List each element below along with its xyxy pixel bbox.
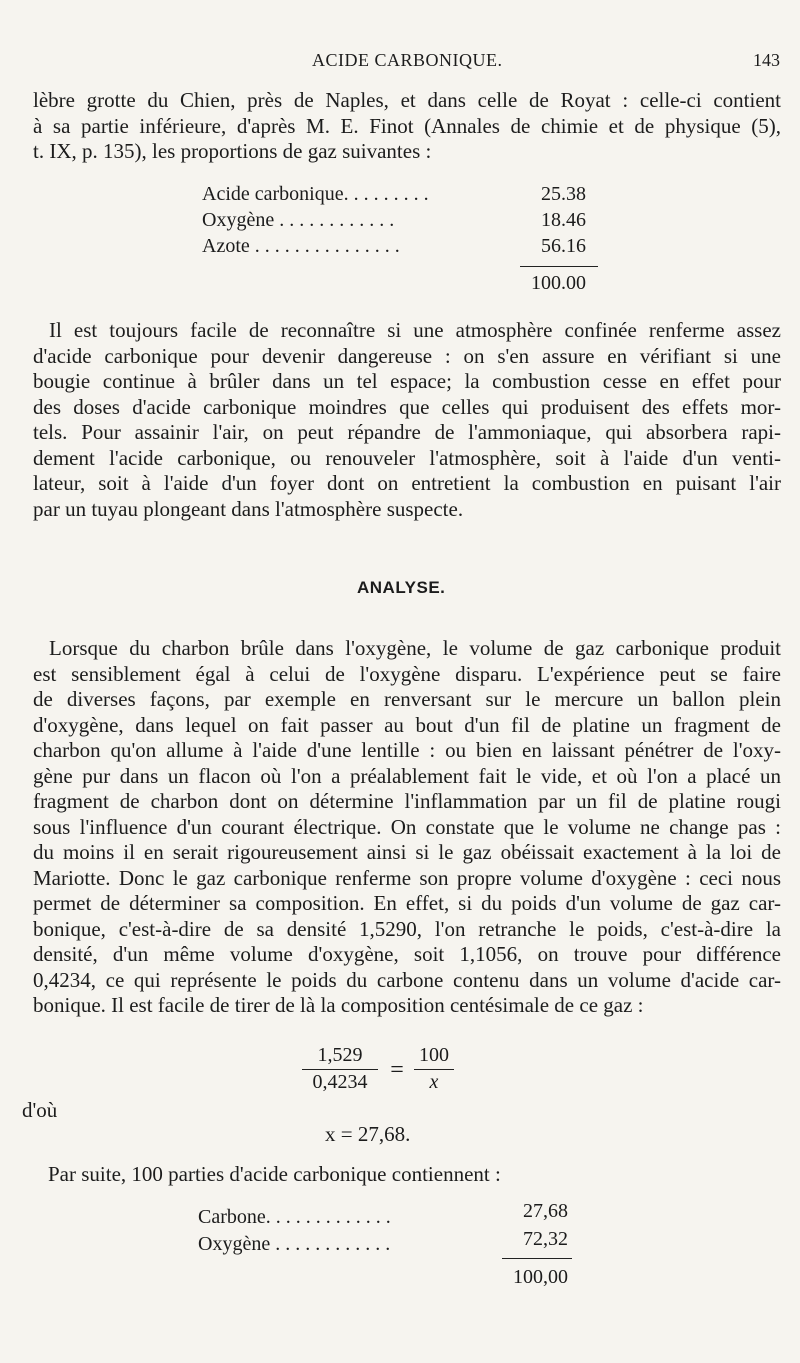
text-line: bonique. Il est facile de tirer de là la composition centésimale de ce gaz :: [33, 993, 644, 1017]
table-total: 100.00: [531, 272, 586, 294]
text-line: est sensiblement égal à celui de l'oxygène disparu. L'expérience peut se faire: [33, 661, 781, 686]
fraction-bar: [302, 1069, 378, 1070]
denominator-left: 0,4234: [312, 1071, 368, 1093]
sum-rule: [502, 1258, 572, 1259]
table-label: Acide carbonique. . . . . . . . .: [202, 183, 429, 205]
text-line: sous l'influence d'un courant électrique. On constate que le volume ne change pas :: [33, 814, 781, 839]
table-value: 25.38: [541, 183, 586, 205]
text-line: fragment de charbon dont on détermine l'inflammation par un fil de platine rougi: [33, 789, 781, 813]
dou-label: d'où: [22, 1098, 58, 1122]
text-line: Mariotte. Donc le gaz carbonique renferme son propre volume d'oxygène : ceci nous: [33, 865, 781, 890]
equals-sign: =: [390, 1057, 404, 1083]
text-line: 0,4234, ce qui représente le poids du carbone contenu dans un volume d'acide car-: [33, 967, 781, 992]
text-line: d'oxygène, dans lequel on fait passer au bout d'un fil de platine un fragment de: [33, 712, 781, 737]
table-total: 100,00: [513, 1266, 568, 1288]
table-label: Oxygène . . . . . . . . . . . .: [202, 209, 395, 231]
equation-result: x = 27,68.: [325, 1122, 411, 1146]
text-line: tels. Pour assainir l'air, on peut répandre de l'ammoniaque, qui absorbera rapi-: [33, 420, 781, 444]
text-line: t. IX, p. 135), les proportions de gaz suivantes :: [33, 139, 432, 163]
text-line: Lorsque du charbon brûle dans l'oxygène, le volume de gaz carbonique produit: [49, 636, 781, 660]
sum-rule: [520, 266, 598, 267]
text-line: densité, d'un même volume d'oxygène, soit 1,1056, on trouve pour différence: [33, 942, 781, 966]
page-number: 143: [753, 50, 780, 70]
section-heading: ANALYSE.: [357, 578, 446, 597]
text-line: Il est toujours facile de reconnaître si une atmosphère confinée renferme assez: [49, 318, 781, 342]
text-line: permet de déterminer sa composition. En effet, si du poids d'un volume de gaz car-: [33, 891, 781, 915]
text-line: d'acide carbonique pour devenir dangereuse : on s'en assure en vérifiant si une: [33, 343, 781, 368]
text-line: par un tuyau plongeant dans l'atmosphère suspecte.: [33, 496, 464, 521]
table-value: 18.46: [541, 209, 586, 231]
table-value: 56.16: [541, 235, 586, 257]
text-line: des doses d'acide carbonique moindres que celles qui produisent des effets mor-: [33, 394, 781, 419]
numerator-left: 1,529: [317, 1044, 363, 1066]
table-label: Oxygène . . . . . . . . . . . .: [198, 1233, 391, 1255]
fraction-bar: [414, 1069, 454, 1070]
text-line: lateur, soit à l'aide d'un foyer dont on entretient la combustion en puisant l'air: [33, 471, 781, 495]
text-line: de diverses façons, par exemple en renversant sur le mercure un ballon plein: [33, 687, 781, 711]
paragraph-atmosphere: [33, 318, 781, 522]
paragraph-suite: Par suite, 100 parties d'acide carbonique contiennent :: [48, 1162, 501, 1186]
running-header: ACIDE CARBONIQUE.: [312, 50, 503, 70]
denominator-right: x: [429, 1071, 439, 1093]
text-line: gène pur dans un flacon où l'on a préalablement fait le vide, et où l'on a placé un: [33, 763, 781, 788]
table-value: 27,68: [523, 1200, 568, 1222]
paragraph-analyse: [33, 636, 781, 1019]
table-value: 72,32: [523, 1228, 568, 1250]
text-line: charbon qu'on allume à l'aide d'une lentille : ou bien en laissant pénétrer de l'oxy-: [33, 738, 781, 762]
numerator-right: 100: [419, 1044, 449, 1066]
text-line: bougie continue à brûler dans un tel espace; la combustion cesse en effet pour: [33, 369, 781, 393]
table-label: Carbone. . . . . . . . . . . . .: [198, 1206, 391, 1228]
text-line: du moins il en serait rigoureusement ainsi si le gaz obéissait exactement à la loi de: [33, 840, 781, 864]
text-line: bonique, c'est-à-dire de sa densité 1,5290, l'on retranche le poids, c'est-à-dire la: [33, 916, 781, 941]
text-line: dement l'acide carbonique, ou renouveler l'atmosphère, soit à l'aide d'un venti-: [33, 445, 781, 470]
text-line: à sa partie inférieure, d'après M. E. Finot (Annales de chimie et de physique (5),: [33, 113, 781, 138]
text-line: lèbre grotte du Chien, près de Naples, et dans celle de Royat : celle-ci contient: [33, 88, 781, 112]
paragraph-grotte: [33, 88, 781, 165]
table-label: Azote . . . . . . . . . . . . . . .: [202, 235, 400, 257]
